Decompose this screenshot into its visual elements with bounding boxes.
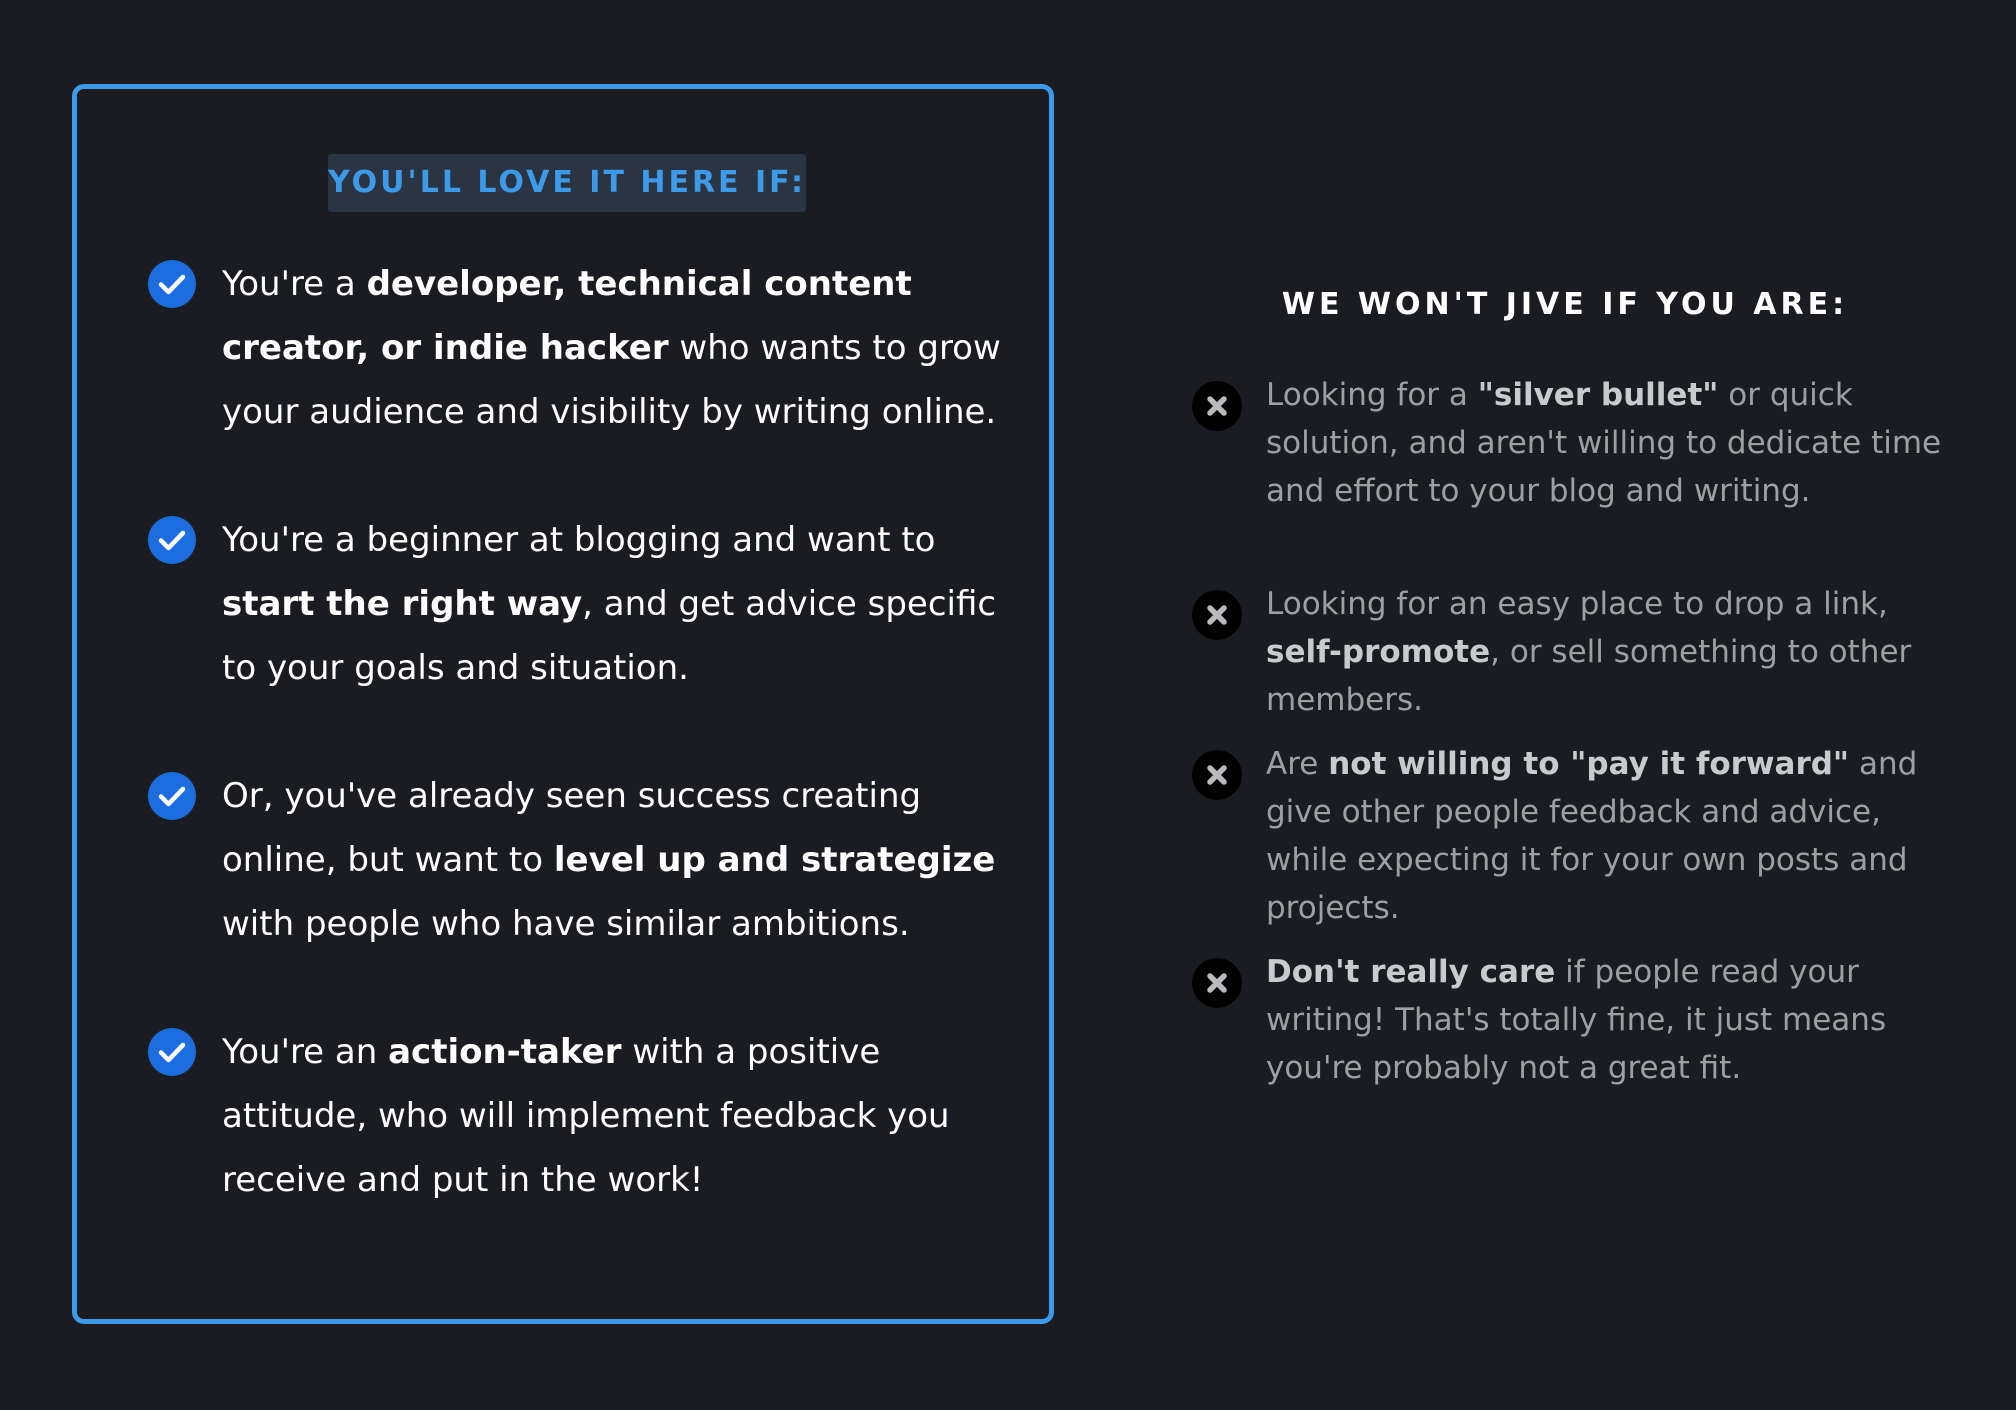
jive-item-text: Looking for an easy place to drop a link, self-promote, or sell something to other members. <box>1266 586 1912 718</box>
jive-item-text: Looking for a "silver bullet" or quick solution, and aren't willing to dedicate time and effort to your blog and writing. <box>1266 377 1942 509</box>
love-item-text: You're an action-taker with a positive attitude, who will implement feedback you receive and put in the work! <box>222 1032 950 1200</box>
check-circle-icon <box>148 260 196 308</box>
wont-jive-heading: WE WON'T JIVE IF YOU ARE: <box>1281 287 1849 322</box>
check-circle-icon <box>148 516 196 564</box>
jive-item-text: Don't really care if people read your writing! That's totally fine, it just means you're probably not a great fit. <box>1266 954 1887 1086</box>
x-circle-icon <box>1192 381 1242 431</box>
check-circle-icon <box>148 1028 196 1076</box>
x-circle-icon <box>1192 590 1242 640</box>
love-item-text: Or, you've already seen success creating online, but want to level up and strategize with people who have similar ambitions. <box>222 776 996 944</box>
x-circle-icon <box>1192 958 1242 1008</box>
love-item-text: You're a beginner at blogging and want to start the right way, and get advice specific to your goals and situation. <box>222 520 997 688</box>
x-circle-icon <box>1192 750 1242 800</box>
check-circle-icon <box>148 772 196 820</box>
jive-item-text: Are not willing to "pay it forward" and give other people feedback and advice, while expecting it for your own posts and projects. <box>1266 746 1918 926</box>
love-item-text: You're a developer, technical content creator, or indie hacker who wants to grow your audience and visibility by writing online. <box>222 264 1001 432</box>
love-it-heading: YOU'LL LOVE IT HERE IF: <box>328 154 806 212</box>
